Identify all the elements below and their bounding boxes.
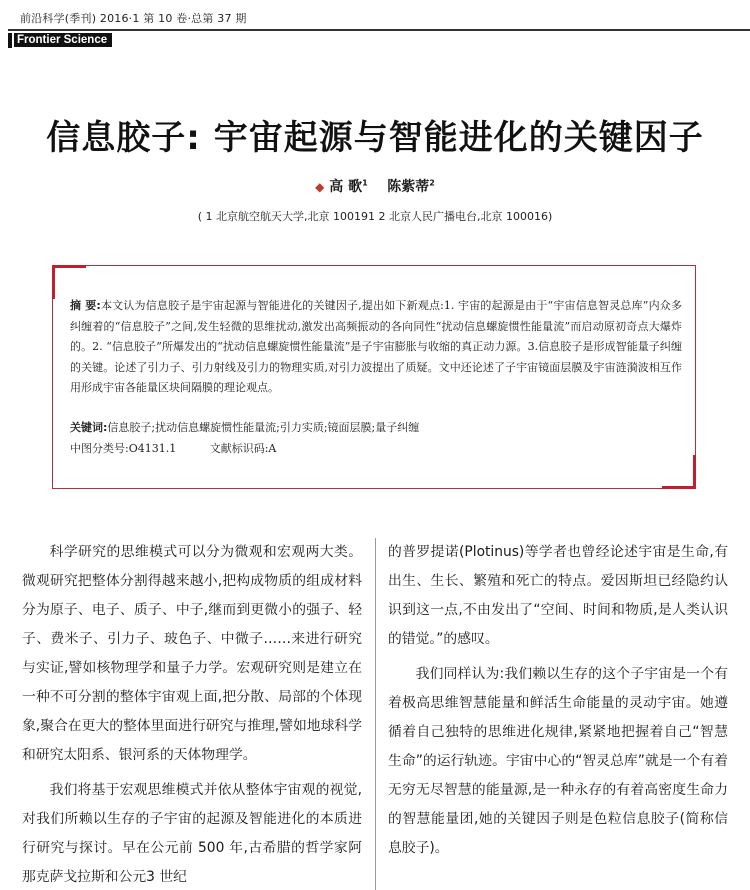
corner-mark-top-left-vertical — [52, 265, 55, 299]
document-code: 文献标识码:A — [209, 442, 277, 455]
abstract — [70, 296, 682, 399]
abstract-label: 摘 要: — [70, 299, 101, 312]
journal-name: Frontier Science — [14, 33, 112, 47]
author-1-sup: 1 — [362, 178, 368, 188]
author-2: 陈紫蒂 — [387, 179, 430, 195]
column-divider — [375, 538, 376, 890]
keywords-label: 关键词: — [70, 421, 108, 434]
affiliation: ( 1 北京航空航天大学,北京 100191 2 北京人民广播电台,北京 100016) — [197, 210, 553, 223]
corner-mark-top-left — [52, 265, 86, 268]
body-paragraph: 的普罗提诺(Plotinus)等学者也曾经论述宇宙是生命,有出生、生长、繁殖和死亡的特点。爱因斯坦已经隐约认识到这一点,不由发出了“空间、时间和物质,是人类认识的错觉。”的感叹。 — [388, 544, 728, 647]
journal-info: 前沿科学(季刊) 2016·1 第 10 卷·总第 37 期 — [20, 12, 247, 25]
body-paragraph: 我们将基于宏观思维模式并依从整体宇宙观的视觉,对我们所赖以生存的子宇宙的起源及智能进化的本质进行研究与探讨。早在公元前 500 年,古希腊的哲学家阿那克萨戈拉斯和公元3 世纪 — [22, 782, 362, 885]
author-2-sup: 2 — [429, 178, 435, 188]
clc-number: 中图分类号:O4131.1 — [70, 442, 177, 455]
corner-mark-bottom-right-vertical — [693, 455, 696, 489]
keywords-text: 信息胶子;扰动信息螺旋惯性能量流;引力实质;镜面层膜;量子纠缠 — [107, 421, 420, 434]
body-paragraph: 我们同样认为:我们赖以生存的这个子宇宙是一个有着极高思维智慧能量和鲜活生命能量的灵动宇宙。她遵循着自己独特的思维进化规律,紧紧地把握着自己“智慧生命”的运行轨迹。宇宙中心的“智灵总库”就是一个有着无穷无尽智慧的能量源,是一种永存的有着高密度生命力的智慧能量团,她的关键因子则是色粒信息胶子(简称信息胶子)。 — [388, 666, 728, 856]
header-rule — [8, 29, 750, 31]
body-paragraph: 科学研究的思维模式可以分为微观和宏观两大类。微观研究把整体分割得越来越小,把构成物质的组成材料分为原子、电子、质子、中子,继而到更微小的强子、轻子、费米子、引力子、玻色子、中微子……来进行研究与实证,譬如核物理学和量子力学。宏观研究则是建立在一种不可分割的整体宇宙观上面,把分散、局部的个体现象,聚合在更大的整体里面进行研究与推理,譬如地球科学和研究太阳系、银河系的天体物理学。 — [22, 544, 362, 763]
author-1: 高 歌 — [329, 179, 363, 195]
body-right-column — [388, 538, 728, 863]
classification — [70, 440, 682, 456]
corner-mark-bottom-right — [662, 486, 696, 489]
journal-name-bar — [8, 33, 12, 48]
body-left-column — [22, 538, 362, 890]
article-title: 信息胶子: 宇宙起源与智能进化的关键因子 — [46, 118, 704, 158]
abstract-text: 本文认为信息胶子是宇宙起源与智能进化的关键因子,提出如下新观点:1. 宇宙的起源是由于“宇宙信息智灵总库”内众多纠缠着的“信息胶子”之间,发生轻微的思维扰动,激发出高频振动的各向同性“扰动信息螺旋惯性能量流”而启动原初奇点大爆炸的。2. “信息胶子”所爆发出的“扰动信息螺旋惯性能量流”是子宇宙膨胀与收缩的真正动力源。3.信息胶子是形成智能量子纠缠的关键。论述了引力子、引力射线及引力的物理实质,对引力波提出了质疑。文中还论述了子宇宙镜面层膜及宇宙涟漪波相互作用形成宇宙各能量区块间隔膜的理论观点。 — [70, 299, 682, 394]
authors — [0, 176, 750, 196]
diamond-icon: ◆ — [315, 180, 325, 194]
keywords — [70, 419, 682, 435]
